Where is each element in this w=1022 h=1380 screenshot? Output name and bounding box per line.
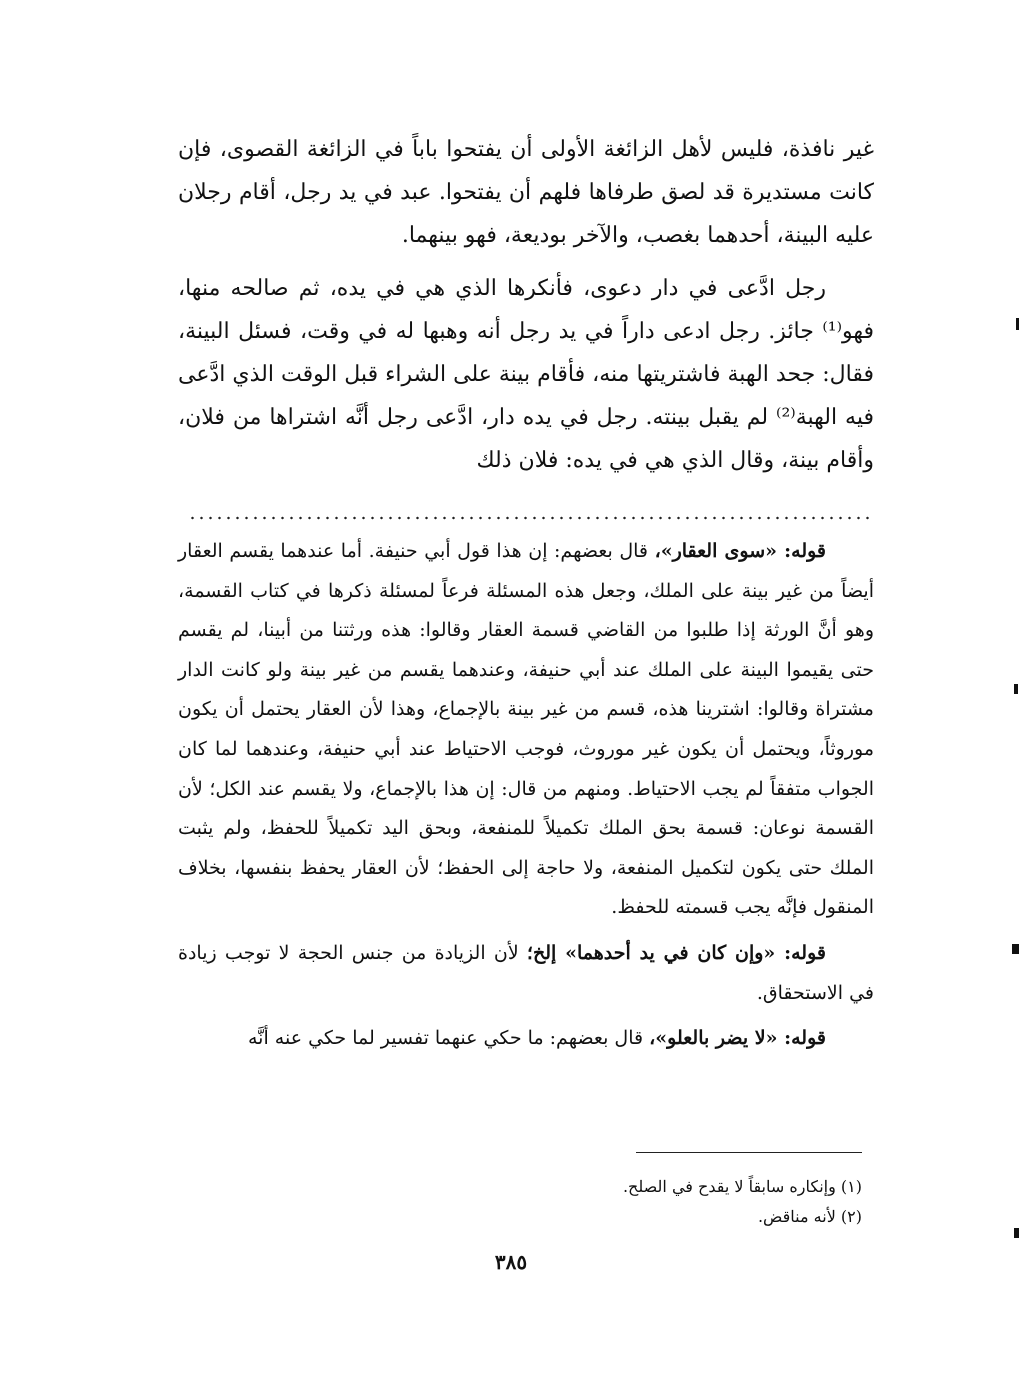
- page-number: ٣٨٥: [494, 1250, 528, 1274]
- footnotes: [470, 1172, 862, 1232]
- footnote-rule: [636, 1152, 862, 1153]
- commentary-lead: قوله: «سوى العقار»،: [654, 540, 827, 562]
- commentary-text: قال بعضهم: ما حكي عنهما تفسير لما حكي عنه أنَّه: [247, 1027, 650, 1050]
- commentary-text: قال بعضهم: إن هذا قول أبي حنيفة. أما عندهما يقسم العقار أيضاً من غير بينة على الملك، وجعل هذه المسئلة فرعاً لمسئلة ذكرها في كتاب القسمة، وهو أنَّ الورثة إذا طلبوا من القاضي قسمة العقار وقالوا: هذه ورثتنا من أبينا، لم يقسم حتى يقيموا البينة على الملك عند أبي حنيفة، وعندهما يقسم من غير بينة ولو كانت الدار مشتراة وقالوا: اشترينا هذه، قسم من غير بينة بالإجماع، وهذا لأن العقار يحتمل أن يكون موروثاً، ويحتمل أن يكون غير موروث، فوجب الاحتياط عند أبي حنيفة، وعندهما لما كان الجواب متفقاً لم يجب الاحتياط. ومنهم من قال: إن هذا بالإجماع، ولا يقسم عند الكل؛ لأن القسمة نوعان: قسمة بحق الملك تكميلاً للمنفعة، وبحق اليد تكميلاً للحفظ، ولم يثبت الملك حتى يكون لتكميل المنفعة، ولا حاجة إلى الحفظ؛ لأن العقار يحفظ بنفسها، بخلاف المنقول فإنَّه يجب قسمته للحفظ.: [178, 540, 874, 919]
- commentary-paragraph-1: [178, 532, 874, 928]
- footnote-1: (١) وإنكاره سابقاً لا يقدح في الصلح.: [622, 1177, 862, 1196]
- commentary-paragraph-2: [178, 934, 874, 1013]
- main-paragraph-2: رجل ادَّعى في دار دعوى، فأنكرها الذي هي في يده، ثم صالحه منها، فهو⁽¹⁾ جائز. رجل ادعى داراً في يد رجل أنه وهبها له في وقت، فسئل البينة، فقال: جحد الهبة فاشتريتها منه، فأقام بينة على الشراء قبل الوقت الذي ادَّعى فيه الهبة⁽²⁾ لم يقبل بينته. رجل في يده دار، ادَّعى رجل أنَّه اشتراها من فلان، وأقام بينة، وقال الذي هي في يده: فلان ذلك: [178, 276, 874, 473]
- scan-mark: [1012, 944, 1019, 954]
- section-divider: [188, 516, 872, 520]
- commentary-lead: قوله: «وإن كان في يد أحدهما» إلخ؛: [526, 941, 826, 964]
- commentary-lead: قوله: «لا يضر بالعلو»،: [649, 1027, 826, 1050]
- commentary-text: لأن الزيادة من جنس الحجة لا توجب زيادة في الاستحقاق.: [178, 941, 874, 1004]
- main-paragraph-1: غير نافذة، فليس لأهل الزائغة الأولى أن يفتحوا باباً في الزائغة القصوى، فإن كانت مستديرة قد لصق طرفاها فلهم أن يفتحوا. عبد في يد رجل، أقام رجلان عليه البينة، أحدهما بغصب، والآخر بوديعة، فهو بينهما.: [178, 137, 874, 248]
- footnote-2: (٢) لأنه مناقض.: [757, 1207, 862, 1226]
- commentary: [178, 532, 874, 1059]
- main-text: [178, 128, 874, 482]
- scan-mark: [1014, 684, 1018, 694]
- scan-mark: [1014, 1228, 1019, 1238]
- scan-mark: [1016, 318, 1019, 330]
- commentary-paragraph-3: [178, 1019, 874, 1059]
